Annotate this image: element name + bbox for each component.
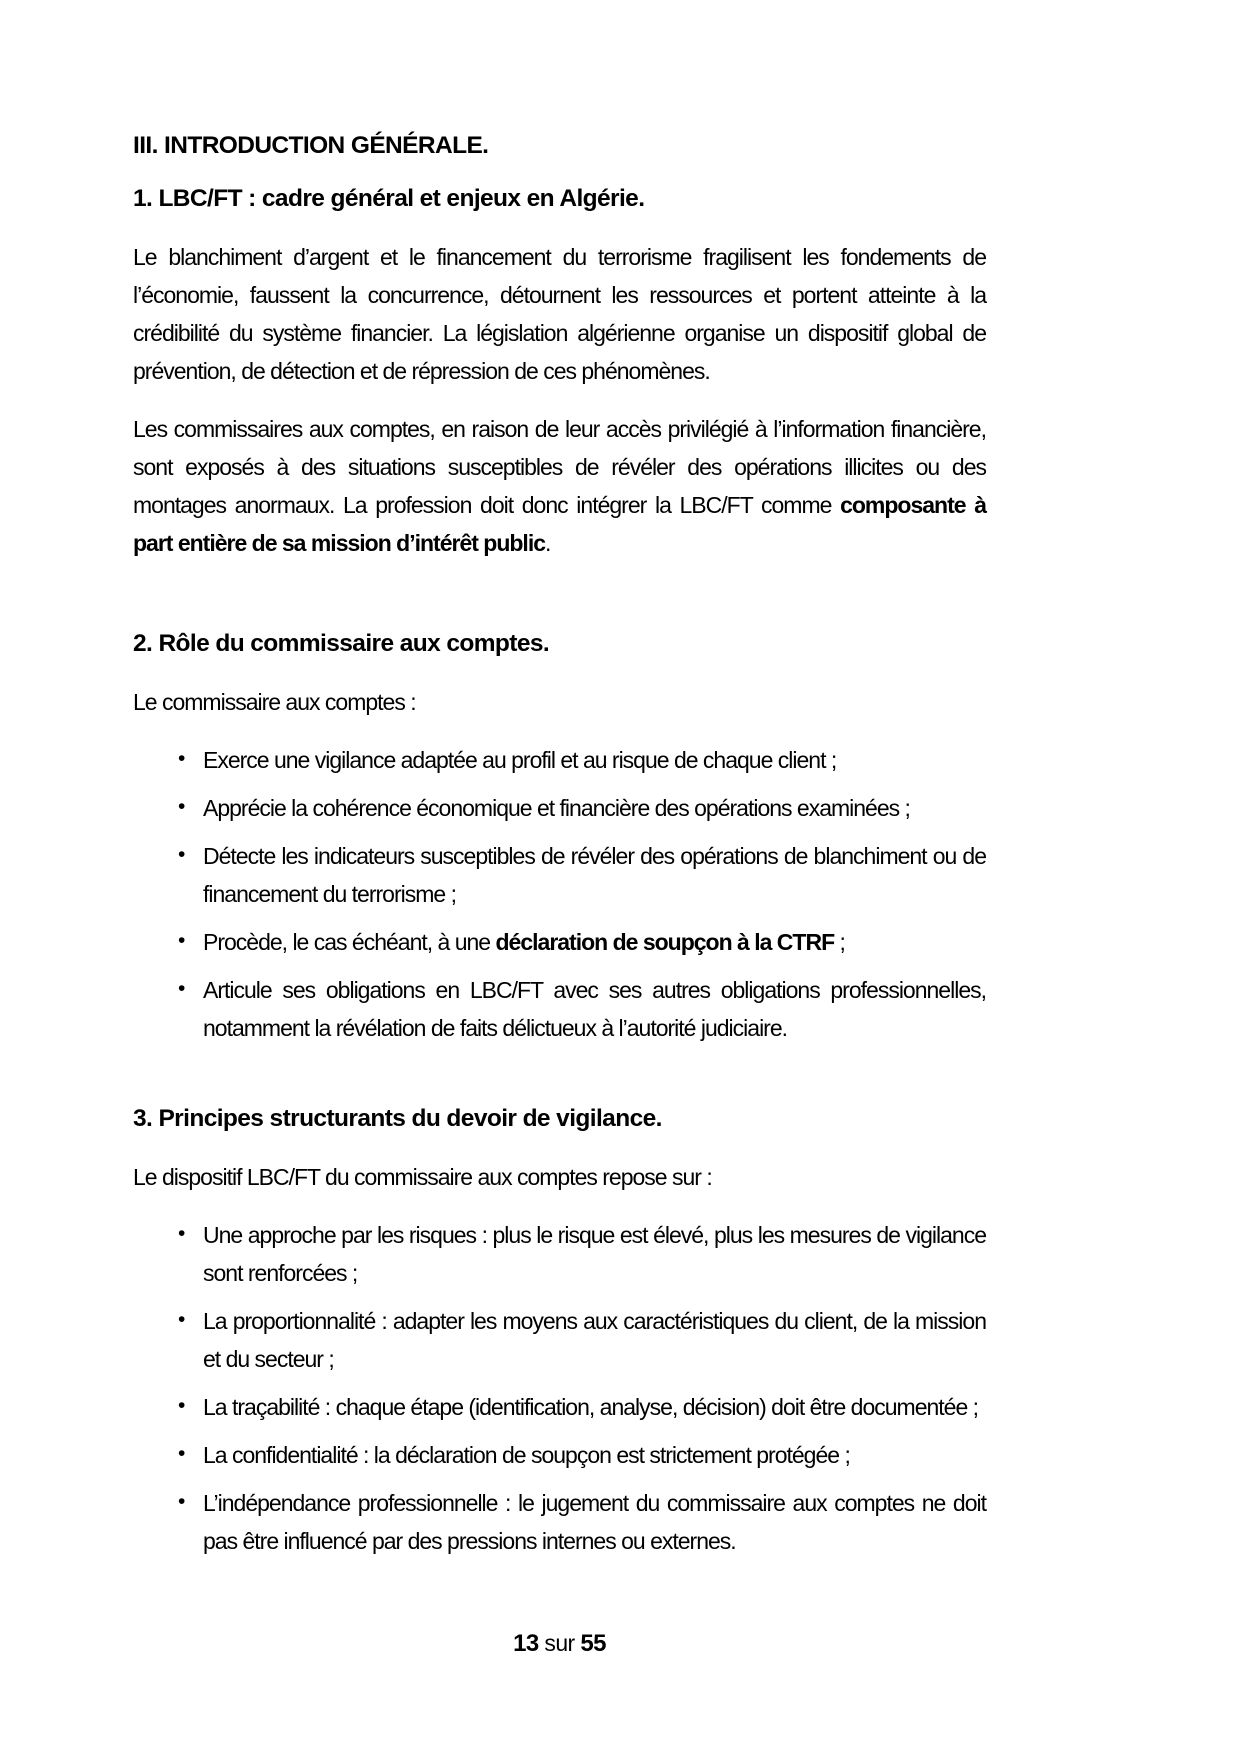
paragraph-text: . bbox=[545, 530, 551, 556]
bullet-text: ; bbox=[834, 929, 845, 955]
page-number-separator: sur bbox=[544, 1630, 575, 1656]
paragraph-bold-text: composante à part entière de sa mission d’intérêt public bbox=[133, 492, 986, 556]
section-1-paragraph-2 bbox=[133, 410, 986, 562]
section-2-heading: 2. Rôle du commissaire aux comptes. bbox=[133, 630, 550, 657]
bullet-text: L’indépendance professionnelle : le jugement du commissaire aux comptes ne doit pas être influencé par des pressions internes ou externes. bbox=[203, 1490, 986, 1554]
bullet-text: Apprécie la cohérence économique et financière des opérations examinées ; bbox=[203, 795, 910, 821]
list-item bbox=[172, 1436, 986, 1474]
page-count: 55 bbox=[580, 1630, 606, 1657]
list-item bbox=[172, 923, 986, 961]
vertical-spacer bbox=[133, 582, 986, 628]
bullet-text: Une approche par les risques : plus le risque est élevé, plus les mesures de vigilance sont renforcées ; bbox=[203, 1222, 986, 1286]
bullet-icon: • bbox=[178, 747, 185, 770]
list-item bbox=[172, 971, 986, 1047]
bullet-icon: • bbox=[178, 1394, 185, 1417]
bullet-icon: • bbox=[178, 795, 185, 818]
bullet-icon: • bbox=[178, 1442, 185, 1465]
bullet-icon: • bbox=[178, 929, 185, 952]
bullet-text: Procède, le cas échéant, à une bbox=[203, 929, 496, 955]
page-footer bbox=[133, 1628, 986, 1659]
bullet-icon: • bbox=[178, 1308, 185, 1331]
section-principes-vigilance bbox=[133, 1103, 986, 1560]
bullet-icon: • bbox=[178, 1490, 185, 1513]
paragraph-text: Les commissaires aux comptes, en raison de leur accès privilégié à l’information financière, sont exposés à des situations susceptibles de révéler des opérations illicites ou des montages anormaux. La profession doit donc intégrer la LBC/FT comme bbox=[133, 416, 986, 518]
paragraph-text: Le blanchiment d’argent et le financement du terrorisme fragilisent les fondements de l’économie, faussent la concurrence, détournent les ressources et portent atteinte à la crédibilité du système financier. La législation algérienne organise un dispositif global de prévention, de détection et de répression de ces phénomènes. bbox=[133, 244, 986, 384]
bullet-text: La traçabilité : chaque étape (identification, analyse, décision) doit être documentée ; bbox=[203, 1394, 979, 1420]
section-lbcft-cadre-general bbox=[133, 183, 986, 562]
vertical-spacer bbox=[133, 1057, 986, 1103]
bullet-text: La confidentialité : la déclaration de soupçon est strictement protégée ; bbox=[203, 1442, 850, 1468]
bullet-text: Détecte les indicateurs susceptibles de révéler des opérations de blanchiment ou de financement du terrorisme ; bbox=[203, 843, 986, 907]
section-role-commissaire bbox=[133, 628, 986, 1047]
bullet-text: La proportionnalité : adapter les moyens aux caractéristiques du client, de la mission et du secteur ; bbox=[203, 1308, 986, 1372]
document-title: III. INTRODUCTION GÉNÉRALE. bbox=[133, 132, 489, 159]
list-item bbox=[172, 789, 986, 827]
list-item bbox=[172, 1388, 986, 1426]
section-1-heading: 1. LBC/FT : cadre général et enjeux en Algérie. bbox=[133, 185, 645, 212]
section-3-heading: 3. Principes structurants du devoir de vigilance. bbox=[133, 1105, 662, 1132]
list-item bbox=[172, 741, 986, 779]
page-number: 13 bbox=[513, 1630, 539, 1657]
bullet-text: Articule ses obligations en LBC/FT avec ses autres obligations professionnelles, notamment la révélation de faits délictueux à l’autorité judiciaire. bbox=[203, 977, 986, 1041]
bullet-text: Exerce une vigilance adaptée au profil et au risque de chaque client ; bbox=[203, 747, 837, 773]
section-3-intro: Le dispositif LBC/FT du commissaire aux comptes repose sur : bbox=[133, 1164, 712, 1190]
list-item bbox=[172, 1484, 986, 1560]
list-item bbox=[172, 837, 986, 913]
list-item bbox=[172, 1302, 986, 1378]
bullet-bold-text: déclaration de soupçon à la CTRF bbox=[495, 929, 835, 955]
list-item bbox=[172, 1216, 986, 1292]
bullet-icon: • bbox=[178, 977, 185, 1000]
bullet-icon: • bbox=[178, 1222, 185, 1245]
bullet-icon: • bbox=[178, 843, 185, 866]
section-1-paragraph-1 bbox=[133, 238, 986, 390]
section-2-bullet-list bbox=[172, 741, 986, 1047]
section-2-intro: Le commissaire aux comptes : bbox=[133, 689, 416, 715]
section-3-bullet-list bbox=[172, 1216, 986, 1560]
